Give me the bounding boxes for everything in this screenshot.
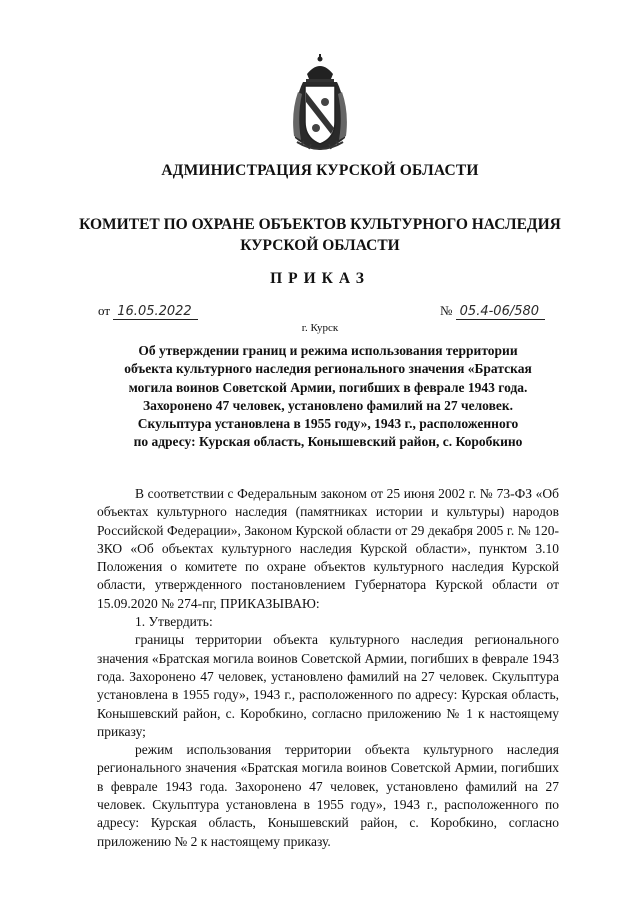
committee-line-1: КОМИТЕТ ПО ОХРАНЕ ОБЪЕКТОВ КУЛЬТУРНОГО НАСЛЕДИЯ <box>79 216 561 233</box>
order-number <box>440 303 545 320</box>
order-body <box>97 485 559 851</box>
order-date <box>98 303 198 320</box>
body-paragraph: 1. Утвердить: <box>135 614 213 630</box>
subject-line: по адресу: Курская область, Конышевский район, с. Коробкино <box>133 434 523 450</box>
number-value: 05.4-06/580 <box>456 304 545 320</box>
order-title: ПРИКАЗ <box>270 270 370 287</box>
date-value: 16.05.2022 <box>113 304 197 320</box>
body-paragraph: режим использования территории объекта культурного наследия регионального значения «Братская могила воинов Советской Армии, погибших в феврале 1943 года. Захоронено 47 человек, установлено фамилий на 27 человек. Скульптура установлена в 1955 году», 1943 г., расположенного по адресу: Курская область, Конышевский район, с. Коробкино, согласно приложению № 2 к настоящему приказу. <box>97 742 559 849</box>
administration-heading: АДМИНИСТРАЦИЯ КУРСКОЙ ОБЛАСТИ <box>161 162 479 179</box>
committee-line-2: КУРСКОЙ ОБЛАСТИ <box>240 237 400 254</box>
body-paragraph: границы территории объекта культурного наследия регионального значения «Братская могила воинов Советской Армии, погибших в феврале 1943 года. Захоронено 47 человек, установлено фамилий на 27 человек. Скульптура установлена в 1955 году», 1943 г., расположенного по адресу: Курская область, Конышевский район, с. Коробкино, согласно приложению № 1 к настоящему приказу; <box>97 632 559 739</box>
coat-of-arms-icon <box>285 52 355 156</box>
city: г. Курск <box>301 322 339 334</box>
subject-line: Об утверждении границ и режима использования территории <box>138 343 518 358</box>
subject-line: Захоронено 47 человек, установлено фамилий на 27 человек. <box>142 397 514 413</box>
subject-line: объекта культурного наследия регионального значения «Братская <box>124 361 532 377</box>
subject-line: могила воинов Советской Армии, погибших в феврале 1943 года. <box>128 379 528 395</box>
number-prefix: № <box>440 303 453 318</box>
date-prefix: от <box>98 303 111 318</box>
committee-heading <box>0 214 640 256</box>
subject-line: Скульптура установлена в 1955 году», 1943 г., расположенного <box>137 416 519 432</box>
body-paragraph: В соответствии с Федеральным законом от 25 июня 2002 г. № 73-ФЗ «Об объектах культурного наследия (памятниках истории и культуры) народов Российской Федерации», Законом Курской области от 29 декабря 2005 г. № 120-ЗКО «Об объектах культурного наследия Курской области», пунктом 3.10 Положения о комитете по охране объектов культурного наследия Курской области, утвержденного постановлением Губернатора Курской области от 15.09.2020 № 274-пг, ПРИКАЗЫВАЮ: <box>97 486 559 611</box>
order-subject <box>100 342 556 452</box>
